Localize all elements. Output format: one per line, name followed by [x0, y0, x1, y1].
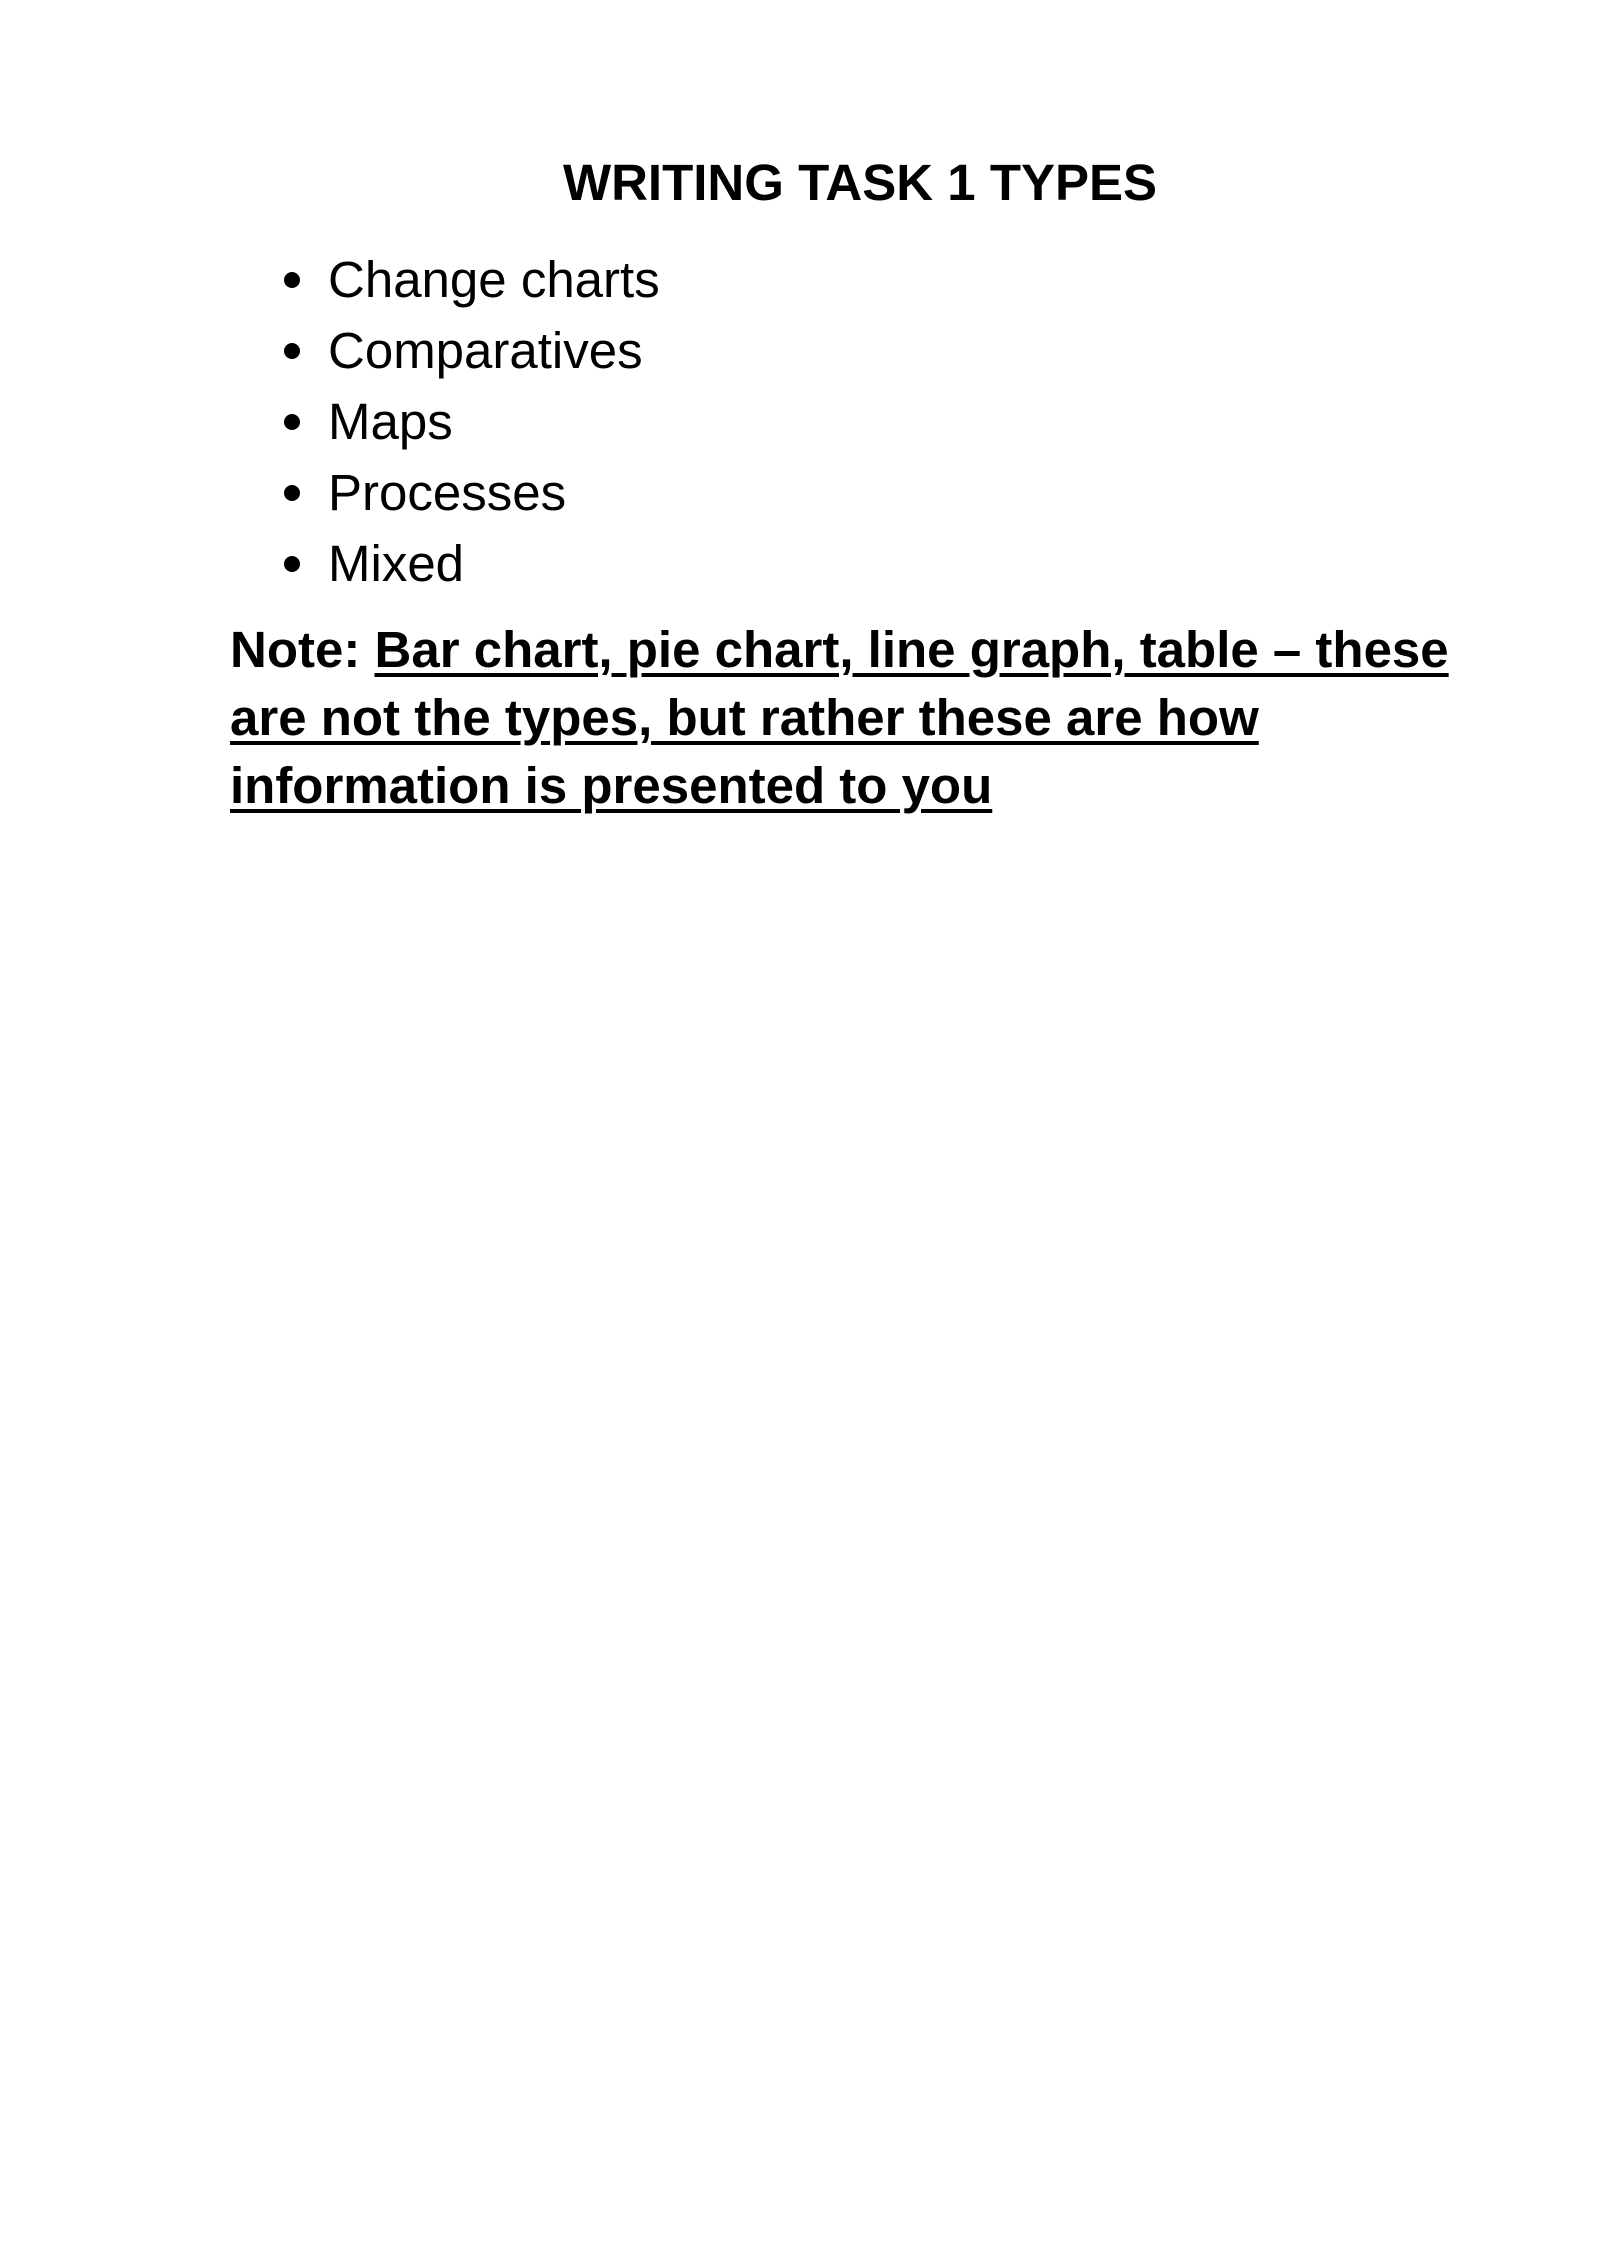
list-item — [278, 315, 660, 386]
list-item — [278, 244, 660, 315]
list-item — [278, 528, 660, 599]
list-item-text: Maps — [328, 393, 453, 450]
note-label: Note: — [230, 621, 361, 678]
list-item-text: Comparatives — [328, 322, 643, 379]
list-item — [278, 457, 660, 528]
list-item — [278, 386, 660, 457]
bullet-icon — [284, 343, 300, 359]
note-text: Bar chart, pie chart, line graph, table – these are not the types, but rather these are how information is presented to you — [230, 621, 1449, 814]
note-paragraph — [230, 616, 1530, 820]
bullet-icon — [284, 272, 300, 288]
bullet-icon — [284, 556, 300, 572]
list-item-text: Mixed — [328, 535, 465, 592]
list-item-text: Processes — [328, 464, 567, 521]
list-item-text: Change charts — [328, 251, 660, 308]
page-title: WRITING TASK 1 TYPES — [562, 154, 1158, 211]
bullet-icon — [284, 414, 300, 430]
types-list — [278, 244, 660, 599]
bullet-icon — [284, 485, 300, 501]
